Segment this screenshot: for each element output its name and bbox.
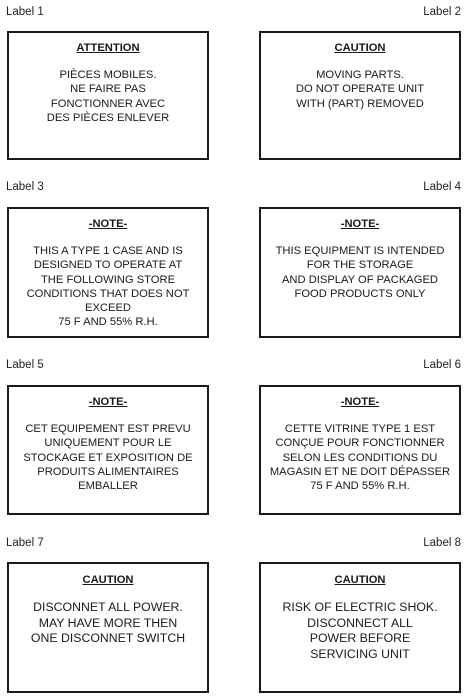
label-8-heading: CAUTION <box>334 574 386 586</box>
label-8-card <box>259 562 461 693</box>
label-5-text: CET EQUIPEMENT EST PREVU UNIQUEMENT POUR LE STOCKAGE ET EXPOSITION DE PRODUITS ALIMENTAIRES EMBALLER <box>23 423 193 493</box>
label-3-card <box>7 207 209 338</box>
label-7-text: DISCONNET ALL POWER. MAY HAVE MORE THEN ONE DISCONNET SWITCH <box>30 600 186 646</box>
label-2-card <box>259 31 461 160</box>
label-6-card <box>259 385 461 515</box>
label-4-heading: -NOTE- <box>340 218 380 230</box>
label-2-heading: CAUTION <box>334 42 386 54</box>
label-3-heading: -NOTE- <box>88 218 128 230</box>
label-1-heading: ATTENTION <box>76 42 140 54</box>
label-8-caption: Label 8 <box>423 537 461 549</box>
label-7-card <box>7 562 209 693</box>
label-5-card <box>7 385 209 515</box>
label-3-text: THIS A TYPE 1 CASE AND IS DESIGNED TO OPERATE AT THE FOLLOWING STORE CONDITIONS THAT DOES NOT EXCEED 75 F AND 55% R.H. <box>26 245 190 329</box>
label-6-caption: Label 6 <box>423 359 461 371</box>
label-2-text: MOVING PARTS. DO NOT OPERATE UNIT WITH (PART) REMOVED <box>295 69 425 110</box>
label-6-text: CETTE VITRINE TYPE 1 EST CONÇUE POUR FONCTIONNER SELON LES CONDITIONS DU MAGASIN ET NE DOIT DÉPASSER 75 F AND 55% R.H. <box>269 423 451 493</box>
label-5-caption: Label 5 <box>6 359 44 371</box>
label-4-text: THIS EQUIPMENT IS INTENDED FOR THE STORAGE AND DISPLAY OF PACKAGED FOOD PRODUCTS ONLY <box>275 245 445 300</box>
label-1-card <box>7 31 209 160</box>
label-2-caption: Label 2 <box>423 6 461 18</box>
label-5-heading: -NOTE- <box>88 396 128 408</box>
label-1-text: PIÈCES MOBILES. NE FAIRE PAS FONCTIONNER AVEC DES PIÈCES ENLEVER <box>46 69 170 124</box>
label-4-caption: Label 4 <box>423 181 461 193</box>
label-7-caption: Label 7 <box>6 537 44 549</box>
label-3-caption: Label 3 <box>6 181 44 193</box>
label-7-heading: CAUTION <box>82 574 134 586</box>
label-4-card <box>259 207 461 338</box>
label-8-text: RISK OF ELECTRIC SHOK. DISCONNECT ALL POWER BEFORE SERVICING UNIT <box>282 600 438 661</box>
label-6-heading: -NOTE- <box>340 396 380 408</box>
label-1-caption: Label 1 <box>6 6 44 18</box>
